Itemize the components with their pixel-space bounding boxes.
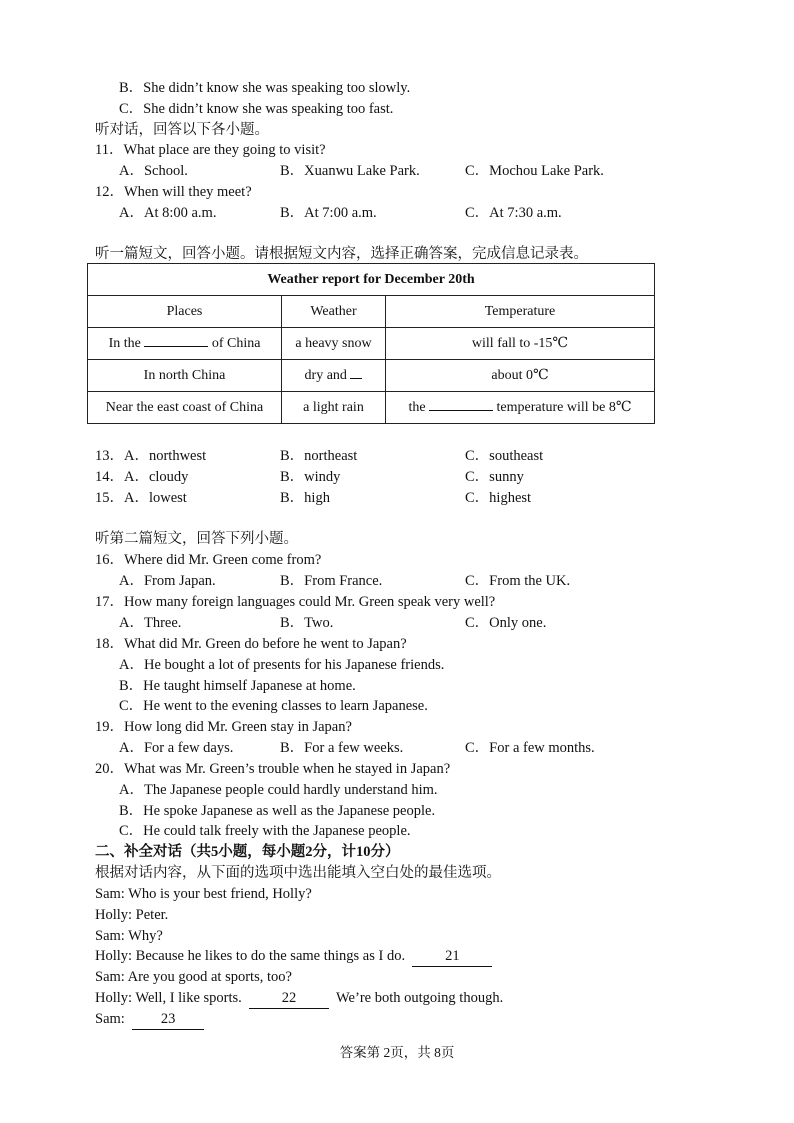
- row1-temp: will fall to -15℃: [386, 328, 655, 360]
- q11-option-b: B．Xuanwu Lake Park.: [280, 163, 420, 179]
- section2-heading: 二、补全对话（共5小题，每小题2分，计10分）: [95, 844, 400, 860]
- q20-option-c: C．He could talk freely with the Japanese people.: [119, 823, 411, 839]
- row2-weather-pre: dry and: [304, 367, 347, 383]
- row3-temp: [386, 392, 655, 424]
- blank-21[interactable]: 21: [412, 946, 492, 967]
- q17-stem: 17．How many foreign languages could Mr. Green speak very well?: [95, 594, 496, 610]
- q15-option-c: C．highest: [465, 490, 532, 506]
- q16-stem: 16．Where did Mr. Green come from?: [95, 552, 322, 568]
- dialogue-line-1: Sam: Who is your best friend, Holly?: [95, 886, 312, 902]
- q18-stem: 18．What did Mr. Green do before he went to Japan?: [95, 636, 407, 652]
- blank-23[interactable]: 23: [132, 1009, 204, 1030]
- q11-option-c: C．Mochou Lake Park.: [465, 163, 604, 179]
- dialogue-line-7: [95, 1009, 204, 1030]
- q20-option-b: B．He spoke Japanese as well as the Japanese people.: [119, 803, 436, 819]
- blank-15[interactable]: [429, 410, 493, 411]
- dialogue-line-6: [95, 988, 503, 1009]
- row3-place: Near the east coast of China: [88, 392, 282, 424]
- q15-option-a: 15．A．lowest: [95, 490, 187, 506]
- q17-option-b: B．Two.: [280, 615, 334, 631]
- row3-temp-pre: the: [408, 400, 426, 415]
- q14-option-a: 14．A．cloudy: [95, 469, 189, 485]
- row2-weather: [282, 360, 386, 392]
- blank-14[interactable]: [350, 378, 362, 379]
- passage2-instruction: 听第二篇短文，回答下列小题。: [95, 531, 298, 547]
- row1-weather: a heavy snow: [282, 328, 386, 360]
- q17-option-c: C．Only one.: [465, 615, 547, 631]
- q20-stem: 20．What was Mr. Green’s trouble when he stayed in Japan?: [95, 761, 451, 777]
- q14-option-c: C．sunny: [465, 469, 524, 485]
- q14-option-b: B．windy: [280, 469, 341, 485]
- row2-temp: about 0℃: [386, 360, 655, 392]
- option-c-prev: C．She didn’t know she was speaking too fast.: [119, 101, 394, 117]
- dialogue-line-5: Sam: Are you good at sports, too?: [95, 969, 292, 985]
- dialogue-line-4: [95, 946, 492, 967]
- dialogue-line-4-text: Holly: Because he likes to do the same things as I do.: [95, 948, 406, 964]
- header-temperature: Temperature: [386, 296, 655, 328]
- header-weather: Weather: [282, 296, 386, 328]
- q12-option-b: B．At 7:00 a.m.: [280, 205, 377, 221]
- dialog-instruction: 听对话，回答以下各小题。: [95, 122, 269, 138]
- row1-place: [88, 328, 282, 360]
- dialogue-line-2: Holly: Peter.: [95, 907, 169, 923]
- row1-place-pre: In the: [108, 335, 141, 351]
- row1-place-post: of China: [211, 335, 261, 351]
- q19-stem: 19．How long did Mr. Green stay in Japan?: [95, 719, 352, 735]
- q18-option-c: C．He went to the evening classes to learn Japanese.: [119, 698, 428, 714]
- section2-instruction: 根据对话内容，从下面的选项中选出能填入空白处的最佳选项。: [95, 865, 501, 881]
- q13-option-b: B．northeast: [280, 448, 358, 464]
- blank-13[interactable]: [144, 346, 208, 347]
- dialogue-line-7-text: Sam:: [95, 1011, 125, 1027]
- q11-stem: 11．What place are they going to visit?: [95, 142, 326, 158]
- q18-option-b: B．He taught himself Japanese at home.: [119, 678, 356, 694]
- q20-option-a: A．The Japanese people could hardly understand him.: [119, 782, 438, 798]
- q13-option-c: C．southeast: [465, 448, 544, 464]
- table-title: Weather report for December 20th: [88, 264, 655, 296]
- q16-option-c: C．From the UK.: [465, 573, 571, 589]
- q15-option-b: B．high: [280, 490, 330, 506]
- blank-22[interactable]: 22: [249, 988, 329, 1009]
- q17-option-a: A．Three.: [119, 615, 182, 631]
- row3-temp-post: temperature will be 8℃: [496, 400, 632, 415]
- q12-stem: 12．When will they meet?: [95, 184, 252, 200]
- q19-option-a: A．For a few days.: [119, 740, 234, 756]
- q18-option-a: A．He bought a lot of presents for his Japanese friends.: [119, 657, 445, 673]
- row3-weather: a light rain: [282, 392, 386, 424]
- q11-option-a: A．School.: [119, 163, 188, 179]
- page-footer: 答案第 2页，共 8页: [339, 1045, 455, 1060]
- q16-option-a: A．From Japan.: [119, 573, 216, 589]
- row2-place: In north China: [88, 360, 282, 392]
- q12-option-c: C．At 7:30 a.m.: [465, 205, 562, 221]
- q12-option-a: A．At 8:00 a.m.: [119, 205, 217, 221]
- q13-option-a: 13．A．northwest: [95, 448, 207, 464]
- option-b-prev: B．She didn’t know she was speaking too slowly.: [119, 80, 411, 96]
- q16-option-b: B．From France.: [280, 573, 383, 589]
- passage1-instruction: 听一篇短文，回答小题。请根据短文内容，选择正确答案，完成信息记录表。: [95, 246, 588, 262]
- dialogue-line-3: Sam: Why?: [95, 928, 163, 944]
- q19-option-c: C．For a few months.: [465, 740, 595, 756]
- q19-option-b: B．For a few weeks.: [280, 740, 404, 756]
- dialogue-line-6-text: Holly: Well, I like sports.: [95, 990, 242, 1006]
- weather-table: [87, 263, 655, 424]
- dialogue-line-6-post: We’re both outgoing though.: [336, 990, 504, 1006]
- header-places: Places: [88, 296, 282, 328]
